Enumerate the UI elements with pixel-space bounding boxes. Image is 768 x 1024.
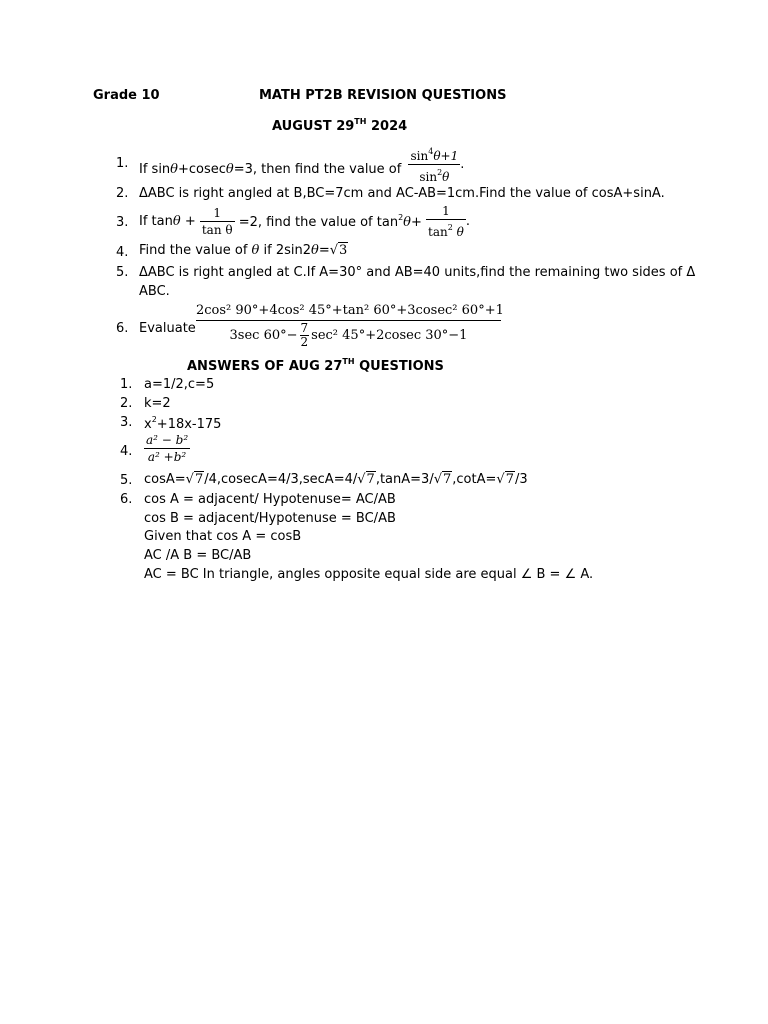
answer-4 bbox=[144, 433, 190, 464]
q3-frac2-den-b: θ bbox=[452, 225, 464, 239]
answers-heading-sup: TH bbox=[342, 357, 355, 366]
question-4 bbox=[139, 243, 348, 258]
q3-fraction-1 bbox=[200, 206, 235, 237]
question-number: 1. bbox=[116, 156, 129, 171]
q1-frac-den-exp: 2 bbox=[437, 168, 443, 177]
a4-fraction bbox=[144, 433, 190, 464]
answer-number: 1. bbox=[120, 377, 133, 392]
sqrt-symbol: √7 bbox=[496, 472, 514, 487]
question-number: 2. bbox=[116, 186, 129, 201]
sqrt-symbol: √7 bbox=[357, 472, 375, 487]
theta-symbol: θ bbox=[251, 243, 260, 258]
q3-frac2-exp: 2 bbox=[447, 223, 453, 232]
theta-symbol: θ bbox=[311, 243, 319, 258]
answer-6-line: AC = BC In triangle, angles opposite equal side are equal ∠ B = ∠ A. bbox=[144, 567, 594, 582]
q6-numerator: 2cos² 90°+4cos² 45°+tan² 60°+3cosec² 60°+1 bbox=[196, 302, 501, 321]
a5-part-d: ,cotA= bbox=[452, 472, 497, 487]
sqrt-symbol: √3 bbox=[329, 243, 348, 258]
a3-exp: 2 bbox=[151, 415, 157, 424]
q1-text-c: =3, then find the value of bbox=[233, 162, 402, 177]
date-prefix: AUGUST 29 bbox=[272, 119, 355, 134]
theta-symbol: θ bbox=[225, 162, 234, 177]
answer-6-line: cos A = adjacent/ Hypotenuse= AC/AB bbox=[144, 492, 396, 507]
answers-heading bbox=[187, 357, 444, 374]
answer-number: 5. bbox=[120, 473, 133, 488]
answers-heading-prefix: ANSWERS OF AUG 27 bbox=[187, 359, 343, 374]
a5-sqrt-3: 7 bbox=[443, 472, 452, 487]
question-number: 5. bbox=[116, 265, 129, 280]
answer-3 bbox=[144, 415, 221, 432]
page-title: MATH PT2B REVISION QUESTIONS bbox=[259, 88, 507, 103]
a3-text-a: x bbox=[144, 417, 152, 432]
q1-frac-num: sin bbox=[410, 149, 429, 163]
q4-text-a: Find the value of bbox=[139, 243, 252, 258]
q3-exp: 2 bbox=[398, 213, 404, 222]
q1-end: . bbox=[460, 157, 465, 172]
q6-den-frac-n: 7 bbox=[300, 321, 309, 335]
q6-fraction bbox=[196, 302, 504, 349]
a5-part-b: /4,cosecA=4/3,secA=4/ bbox=[204, 472, 358, 487]
a5-part-e: /3 bbox=[514, 472, 528, 487]
evaluate-label: Evaluate bbox=[139, 321, 196, 336]
sqrt-symbol: √7 bbox=[185, 472, 204, 487]
answer-6-line: Given that cos A = cosB bbox=[144, 529, 302, 544]
answer-5 bbox=[144, 472, 528, 487]
q6-denominator bbox=[196, 322, 501, 349]
q3-frac-den: tan θ bbox=[201, 223, 233, 237]
answer-6-line: cos B = adjacent/Hypotenuse = BC/AB bbox=[144, 511, 396, 526]
a5-part-c: ,tanA=3/ bbox=[375, 472, 434, 487]
a5-sqrt-2: 7 bbox=[366, 472, 375, 487]
answer-number: 2. bbox=[120, 396, 133, 411]
answers-heading-suffix: QUESTIONS bbox=[354, 359, 444, 374]
date-sup: TH bbox=[354, 117, 367, 126]
answer-number: 4. bbox=[120, 444, 133, 459]
question-3 bbox=[139, 204, 470, 239]
q3-text-c: + bbox=[411, 215, 422, 230]
a3-text-b: +18x-175 bbox=[156, 417, 222, 432]
q3-fraction-2 bbox=[426, 204, 466, 239]
q3-frac2-num: 1 bbox=[426, 204, 466, 220]
a4-frac-num: a² − b² bbox=[146, 433, 189, 447]
grade-label: Grade 10 bbox=[93, 88, 160, 103]
question-1 bbox=[139, 145, 464, 184]
q1-frac-num-tail: θ+1 bbox=[433, 149, 459, 163]
q6-den-a: 3sec 60°− bbox=[229, 328, 298, 343]
q1-text-b: +cosec bbox=[178, 162, 226, 177]
question-number: 4. bbox=[116, 245, 129, 260]
question-2: ΔABC is right angled at B,BC=7cm and AC-AB=1cm.Find the value of cosA+sinA. bbox=[139, 186, 665, 201]
answer-number: 3. bbox=[120, 415, 133, 430]
date-line bbox=[272, 117, 407, 134]
q3-plus: + bbox=[180, 214, 200, 229]
q3-text-a: If tan bbox=[139, 214, 173, 229]
question-5-line-2: ABC. bbox=[139, 284, 170, 299]
q6-den-b: sec² 45°+2cosec 30°−1 bbox=[311, 328, 468, 343]
q1-frac-den-tail: θ bbox=[442, 170, 450, 184]
sqrt-symbol: √7 bbox=[433, 472, 452, 487]
date-suffix: 2024 bbox=[366, 119, 408, 134]
q1-frac-num-exp: 4 bbox=[428, 147, 434, 156]
a4-frac-den: a² +b² bbox=[147, 450, 187, 464]
theta-symbol: θ bbox=[403, 215, 411, 230]
q4-text-c: = bbox=[318, 243, 330, 258]
answer-1: a=1/2,c=5 bbox=[144, 377, 215, 392]
theta-symbol: θ bbox=[172, 214, 181, 229]
answer-2: k=2 bbox=[144, 396, 171, 411]
a5-part-a: cosA= bbox=[144, 472, 186, 487]
a5-sqrt-1: 7 bbox=[194, 472, 204, 487]
q4-sqrt-value: 3 bbox=[339, 243, 348, 258]
q3-frac2-den-a: tan bbox=[428, 225, 448, 239]
q3-end: . bbox=[465, 214, 471, 229]
q1-fraction bbox=[408, 145, 460, 184]
answer-number: 6. bbox=[120, 492, 133, 507]
q1-text-a: If sin bbox=[139, 162, 171, 177]
q6-den-frac-d: 2 bbox=[300, 335, 309, 349]
question-5-line-1: ΔABC is right angled at C.If A=30° and AB=40 units,find the remaining two sides of Δ bbox=[139, 265, 696, 280]
q1-frac-den: sin bbox=[419, 170, 438, 184]
q3-text-b: =2, find the value of tan bbox=[238, 215, 399, 230]
q4-text-b: if 2sin2 bbox=[259, 243, 311, 258]
question-number: 3. bbox=[116, 215, 129, 230]
theta-symbol: θ bbox=[170, 162, 178, 177]
question-number: 6. bbox=[116, 321, 129, 336]
a5-sqrt-4: 7 bbox=[505, 472, 514, 487]
answer-6-line: AC /A B = BC/AB bbox=[144, 548, 252, 563]
q3-frac-num: 1 bbox=[200, 206, 235, 222]
q6-den-frac bbox=[300, 322, 310, 349]
